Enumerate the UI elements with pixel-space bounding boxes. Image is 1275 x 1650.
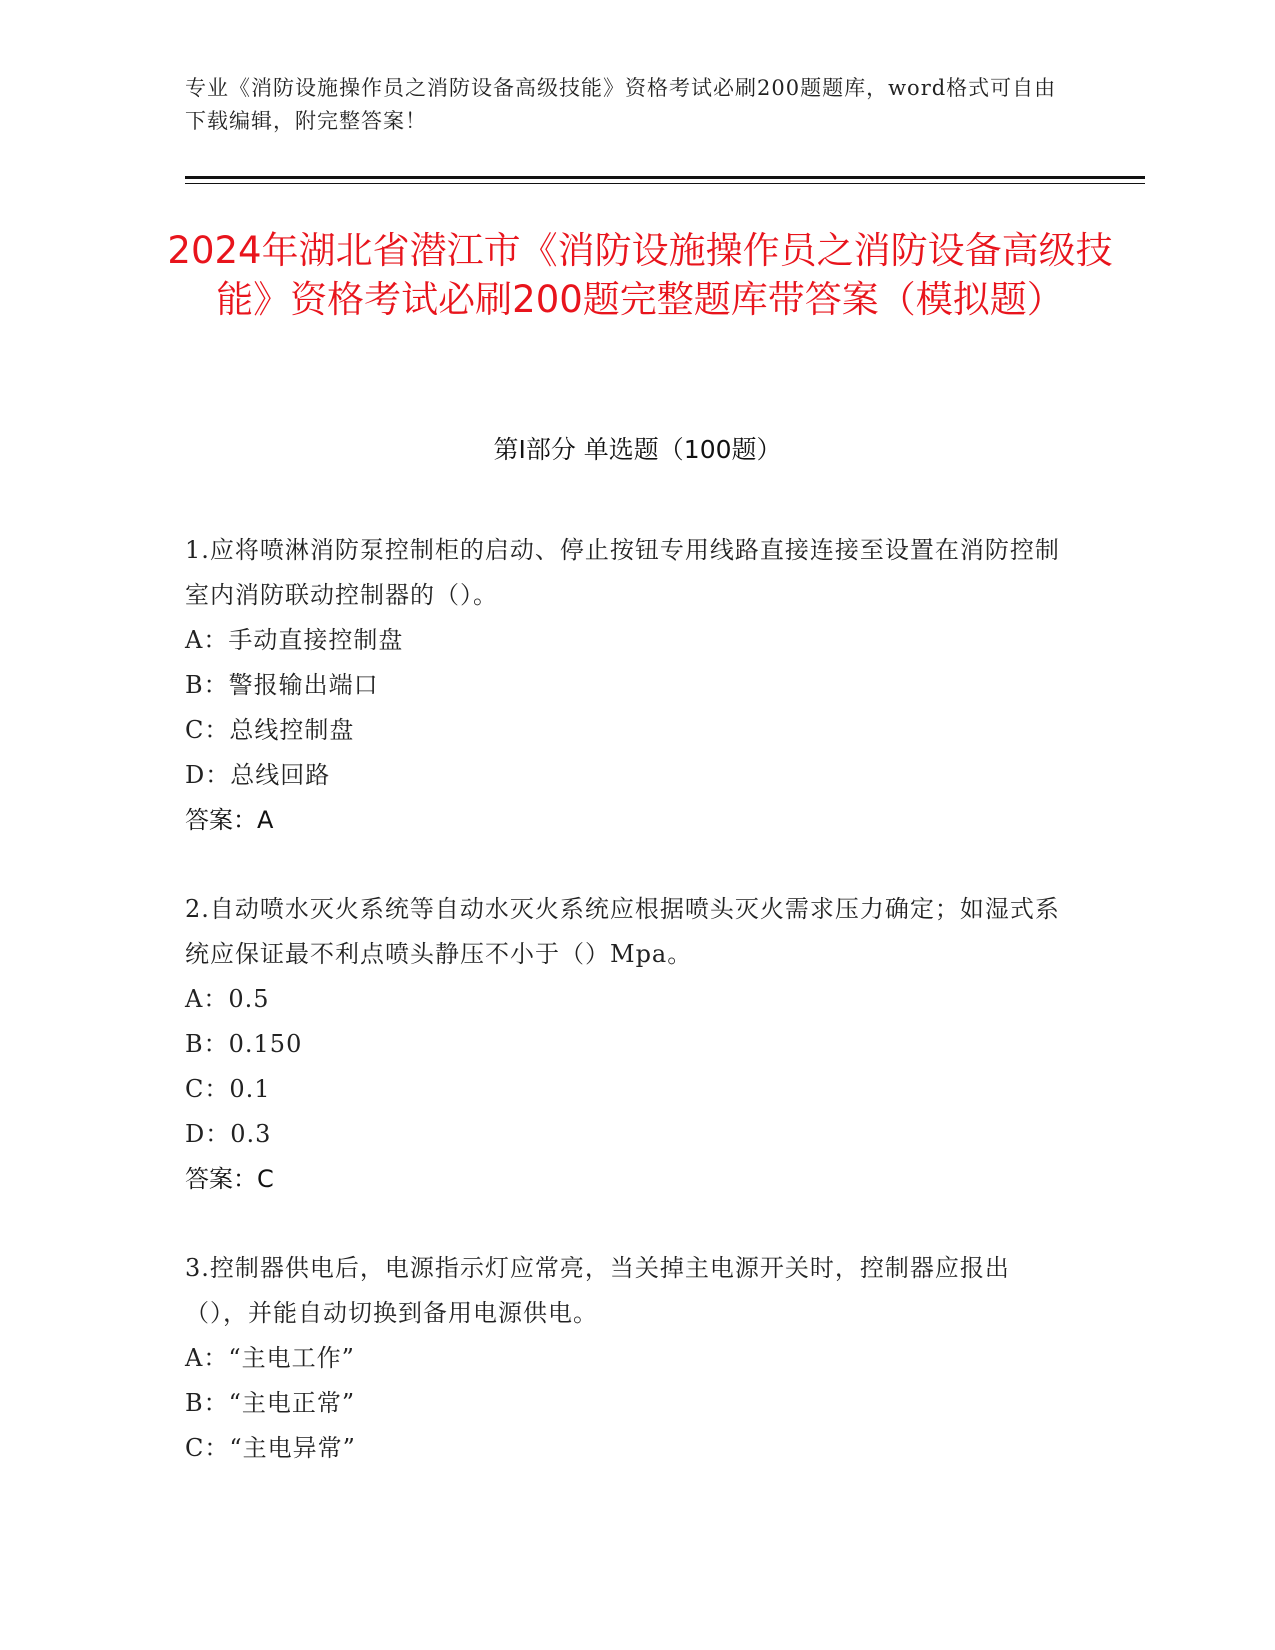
option-b: B：0.150 xyxy=(185,1030,303,1058)
option-a: A：“主电工作” xyxy=(185,1344,355,1372)
option-d: D：0.3 xyxy=(185,1120,272,1148)
header-divider-thick xyxy=(185,176,1145,179)
option-a: A：0.5 xyxy=(185,985,270,1013)
question-item xyxy=(185,1246,1065,1471)
option-c: C：0.1 xyxy=(185,1075,271,1103)
header-note: 专业《消防设施操作员之消防设备高级技能》资格考试必刷200题题库，word格式可自由下载编辑，附完整答案！ xyxy=(185,76,1057,133)
option-b: B：“主电正常” xyxy=(185,1389,356,1417)
question-stem: 1.应将喷淋消防泵控制柜的启动、停止按钮专用线路直接连接至设置在消防控制室内消防联动控制器的（）。 xyxy=(185,536,1060,609)
document-title: 2024年湖北省潜江市《消防设施操作员之消防设备高级技能》资格考试必刷200题完整题库带答案（模拟题） xyxy=(167,229,1113,321)
answer-label: 答案：A xyxy=(185,806,274,834)
section-heading: 第I部分 单选题（100题） xyxy=(493,435,782,464)
answer-label: 答案：C xyxy=(185,1165,274,1193)
option-b: B：警报输出端口 xyxy=(185,671,379,699)
question-item xyxy=(185,528,1065,843)
question-list xyxy=(185,528,1065,1515)
question-stem: 3.控制器供电后，电源指示灯应常亮，当关掉主电源开关时，控制器应报出（），并能自动切换到备用电源供电。 xyxy=(185,1254,1010,1327)
option-c: C：总线控制盘 xyxy=(185,716,355,744)
option-d: D：总线回路 xyxy=(185,761,331,789)
question-stem: 2.自动喷水灭火系统等自动水灭火系统应根据喷头灭火需求压力确定；如湿式系统应保证最不利点喷头静压不小于（）Mpa。 xyxy=(185,895,1060,968)
question-item xyxy=(185,887,1065,1202)
option-a: A：手动直接控制盘 xyxy=(185,626,404,654)
header-divider-thin xyxy=(185,183,1145,184)
option-c: C：“主电异常” xyxy=(185,1434,356,1462)
